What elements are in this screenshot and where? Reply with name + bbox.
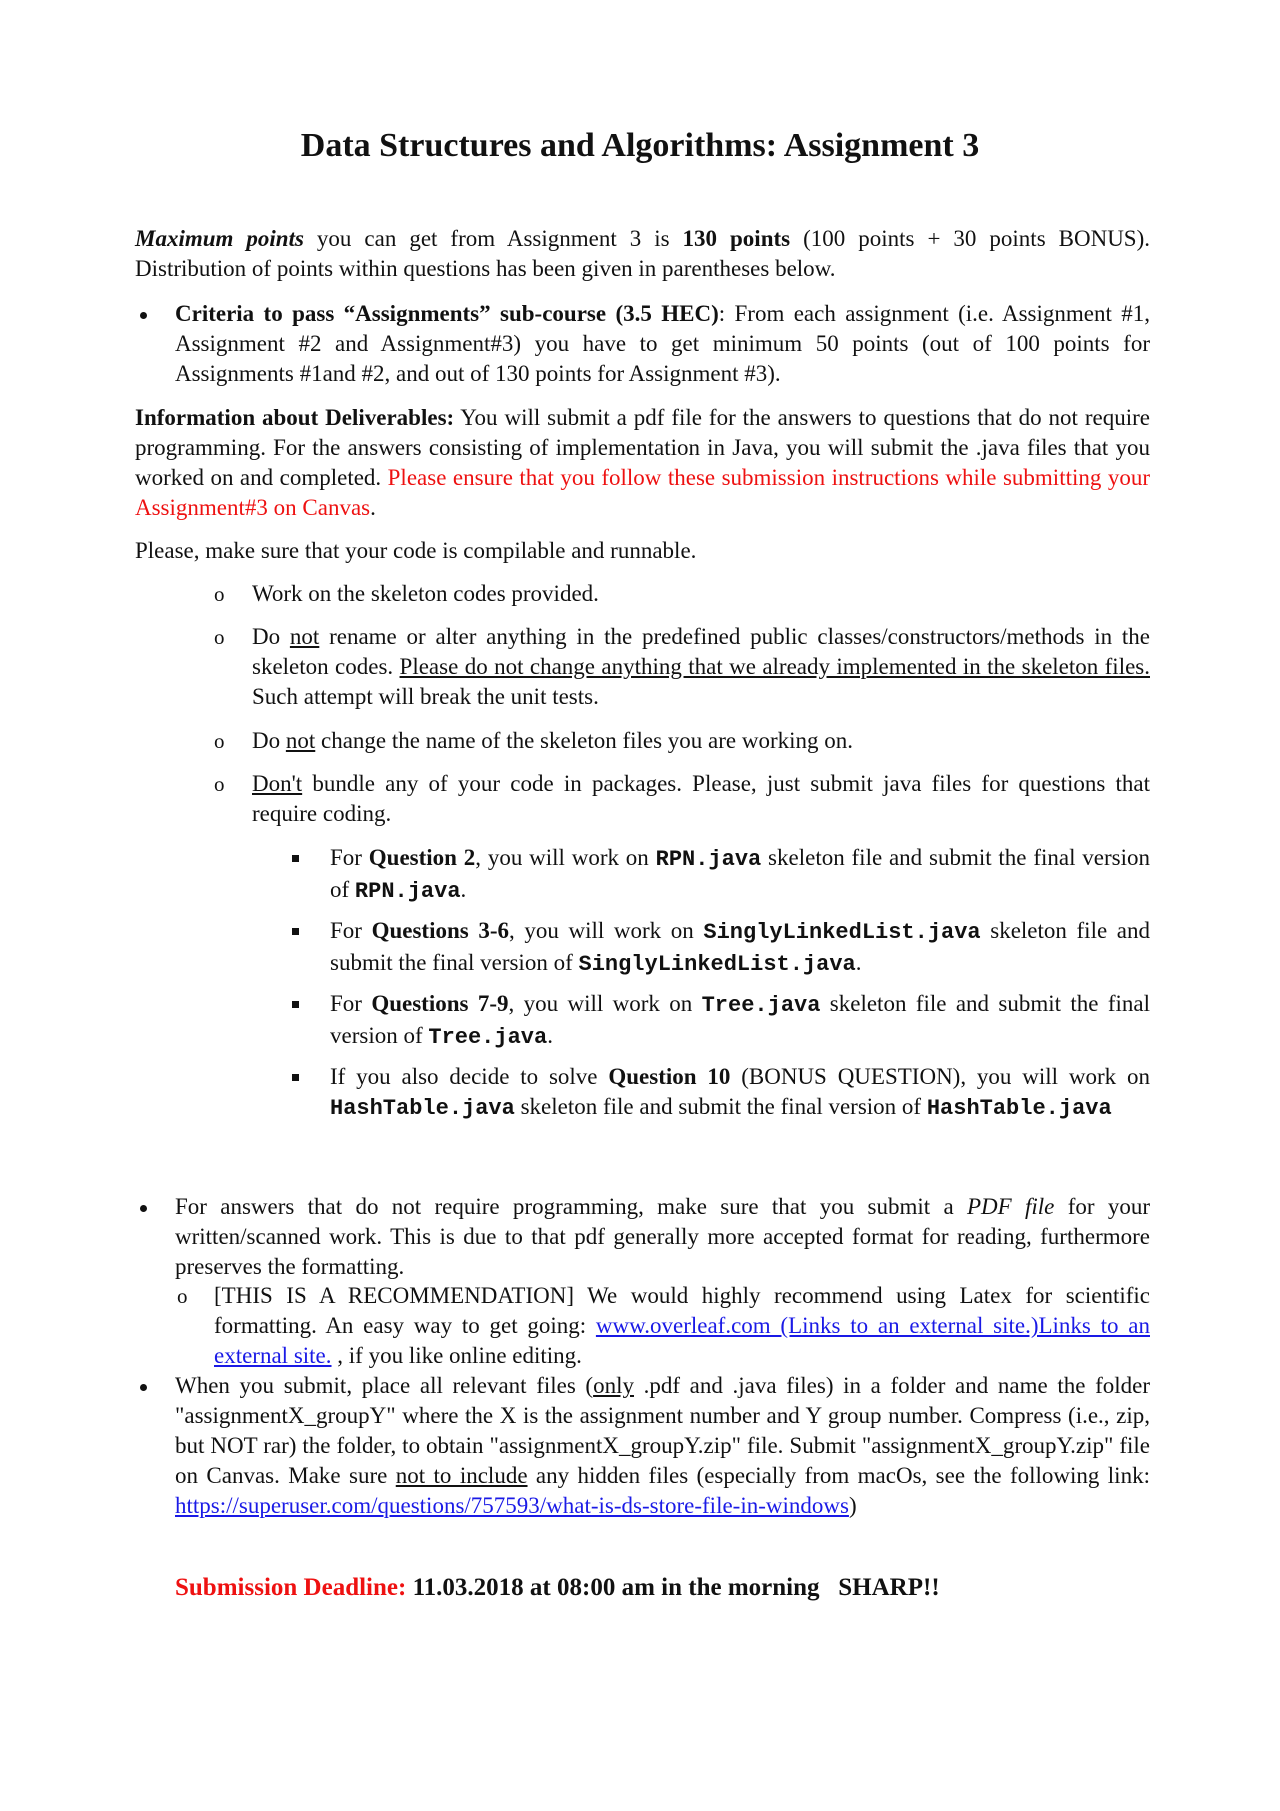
submission-paragraph: When you submit, place all relevant files (only .pdf and .java files) in a folder and name the folder "assignmentX_groupY" where the X is the assignment number and Y group number. Compress (i.e., zip, but NOT rar) the folder, to obtain "assignmentX_groupY.zip" file. Submit "assignmentX_groupY.zip" file on Canvas. Make sure not to include any hidden files (especially from macOs, see the following link: https://superuser.com/questions/757593/what-is-ds-store-file-in-windows)	[175, 1373, 1150, 1518]
criteria-paragraph: Criteria to pass “Assignments” sub-course (3.5 HEC): From each assignment (i.e. Assignment #1, Assignment #2 and Assignment#3) you have to get minimum 50 points (out of 100 points for Assignments #1and #2, and out of 130 points for Assignment #3).	[175, 301, 1150, 386]
deadline-value: 11.03.2018 at 08:00 am in the morning SHARP!!	[406, 1574, 940, 1601]
pdf-paragraph: For answers that do not require programming, make sure that you submit a PDF file for your written/scanned work. This is due to that pdf generally more accepted format for reading, furthermore preserves the formatting.	[175, 1194, 1150, 1279]
question-2-item: For Question 2, you will work on RPN.java skeleton file and submit the final version of RPN.java.	[330, 845, 1150, 904]
max-points-label: Maximum points	[135, 226, 304, 251]
deadline-label: Submission Deadline:	[175, 1574, 407, 1601]
square-bullet	[292, 855, 299, 862]
latex-recommendation: [THIS IS A RECOMMENDATION] We would highly recommend using Latex for scientific formatting. An easy way to get going: www.overleaf.com (Links to an external site.)Links to an external site. , if you like online editing.	[214, 1283, 1150, 1368]
deliverables-paragraph: Information about Deliverables: You will submit a pdf file for the answers to questions that do not require programming. For the answers consisting of implementation in Java, you will submit the .java files that you worked on and completed. Please ensure that you follow these submission instructions while submitting your Assignment#3 on Canvas.	[135, 405, 1150, 520]
circle-bullet: o	[177, 1284, 188, 1308]
points-total: 130 points	[682, 226, 791, 251]
circle-bullet: o	[214, 582, 225, 606]
ds-store-link[interactable]: https://superuser.com/questions/757593/what-is-ds-store-file-in-windows	[175, 1493, 849, 1518]
bullet-dot	[140, 1384, 147, 1391]
question-7-9-item: For Questions 7-9, you will work on Tree.java skeleton file and submit the final version of Tree.java.	[330, 991, 1150, 1050]
rule-no-packages: Don't bundle any of your code in packages. Please, just submit java files for questions that require coding.	[252, 771, 1150, 826]
square-bullet	[292, 1074, 299, 1081]
page-title: Data Structures and Algorithms: Assignment 3	[300, 127, 980, 164]
circle-bullet: o	[214, 772, 225, 796]
question-3-6-item: For Questions 3-6, you will work on SinglyLinkedList.java skeleton file and submit the final version of SinglyLinkedList.java.	[330, 918, 1150, 977]
intro-paragraph: Maximum points you can get from Assignment 3 is 130 points (100 points + 30 points BONUS). Distribution of points within questions has been given in parentheses below.	[135, 226, 1151, 281]
canvas-instructions-warning: Please ensure that you follow these submission instructions while submitting your Assignment#3 on Canvas	[135, 465, 1150, 520]
compilable-note: Please, make sure that your code is compilable and runnable.	[135, 538, 697, 563]
question-10-item: If you also decide to solve Question 10 (BONUS QUESTION), you will work on HashTable.java skeleton file and submit the final version of HashTable.java	[330, 1064, 1150, 1121]
rule-skeleton: Work on the skeleton codes provided.	[252, 581, 599, 606]
bullet-dot	[140, 312, 147, 319]
rule-no-rename: Do not rename or alter anything in the predefined public classes/constructors/methods in the skeleton codes. Please do not change anything that we already implemented in the skeleton files. Such attempt will break the unit tests.	[252, 624, 1150, 709]
circle-bullet: o	[214, 729, 225, 753]
bullet-dot	[140, 1205, 147, 1212]
square-bullet	[292, 928, 299, 935]
square-bullet	[292, 1001, 299, 1008]
circle-bullet: o	[214, 625, 225, 649]
overleaf-link[interactable]: www.overleaf.com (Links to an external site.)Links to an external site.	[214, 1313, 1150, 1368]
submission-deadline	[175, 1572, 940, 1604]
rule-file-names: Do not change the name of the skeleton files you are working on.	[252, 728, 854, 753]
